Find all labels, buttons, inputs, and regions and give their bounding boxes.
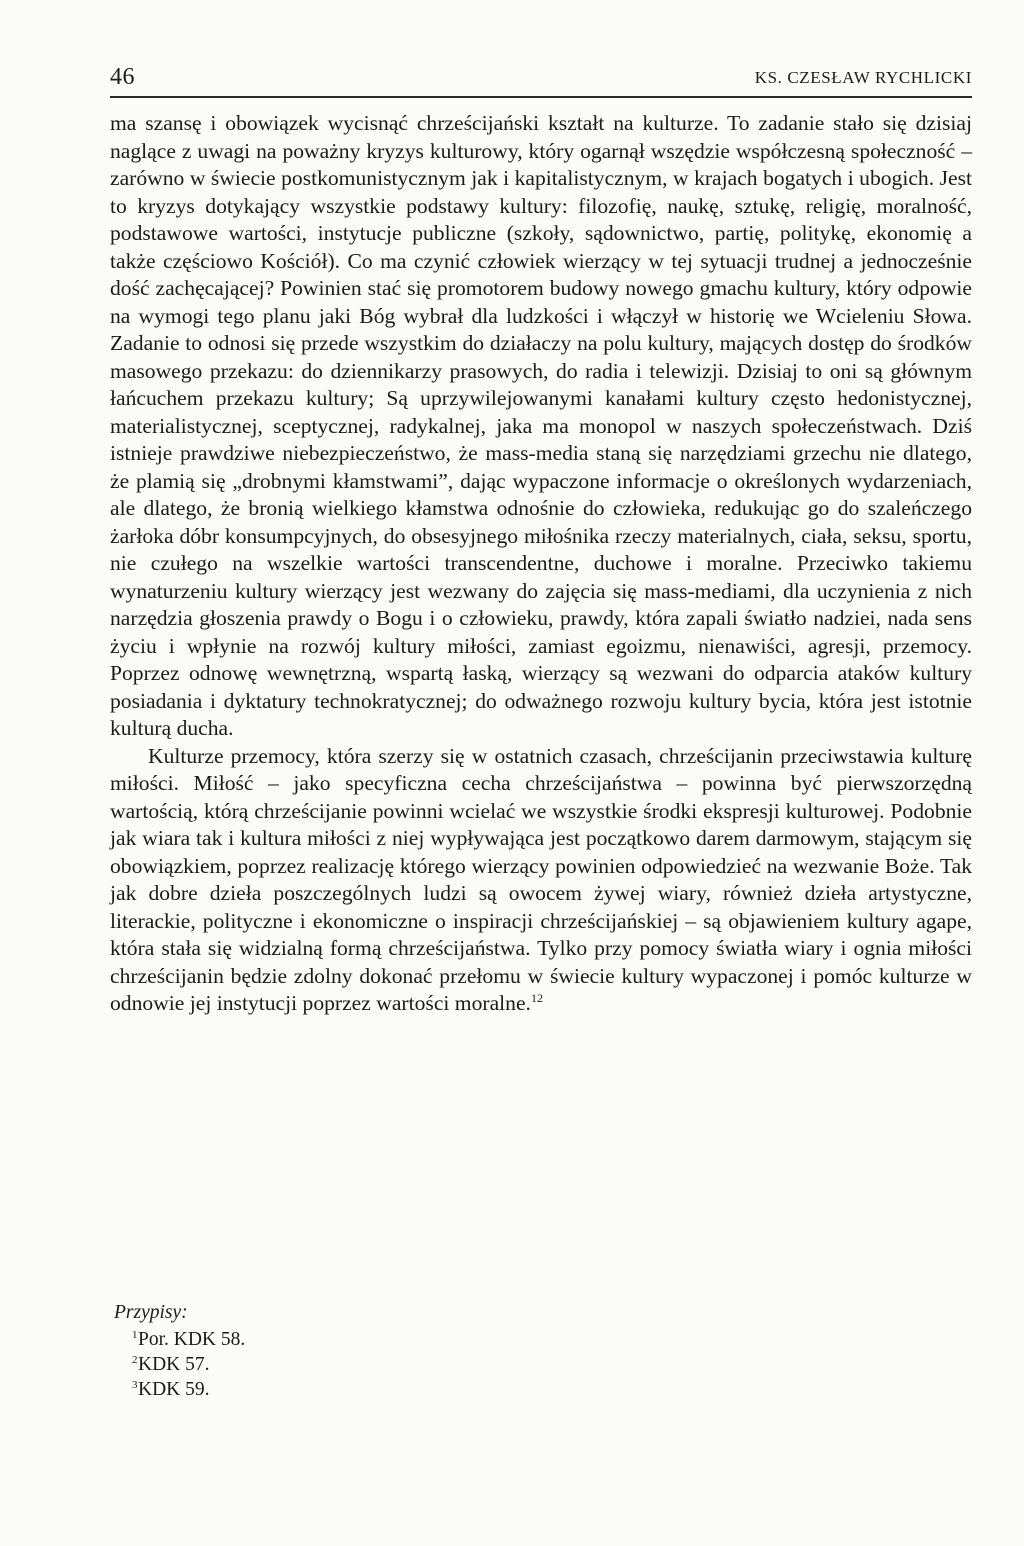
footnote-mark: 2 — [132, 1354, 138, 1366]
footnotes — [110, 1300, 610, 1402]
page-number: 46 — [110, 64, 135, 90]
page-header — [110, 62, 972, 98]
footnote-item — [110, 1352, 610, 1377]
paragraph: ma szansę i obowiązek wycisnąć chrześcijański kształt na kulturze. To zadanie stało się dzisiaj naglące z uwagi na poważny kryzys kulturowy, który ogarnął wszędzie współczesną społeczność – zarówno w świecie postkomunistycznym jak i kapitalistycznym, w krajach bogatych i ubogich. Jest to kryzys dotykający wszystkie podstawy kultury: filozofię, naukę, sztukę, religię, moralność, podstawowe wartości, instytucje publiczne (szkoły, sądownictwo, partię, politykę, ekonomię a także częściowo Kościół). Co ma czynić człowiek wierzący w tej sytuacji trudnej a jednocześnie dość zachęcającej? Powinien stać się promotorem budowy nowego gmachu kultury, który odpowie na wymogi tego planu jaki Bóg wybrał dla ludzkości i włączył w historię we Wcieleniu Słowa. Zadanie to odnosi się przede wszystkim do działaczy na polu kultury, mających dostęp do środków masowego przekazu: do dziennikarzy prasowych, do radia i telewizji. Dzisiaj to oni są głównym łańcuchem przekazu kultury; Są uprzywilejowanymi kanałami kultury często hedonistycznej, materialistycznej, sceptycznej, radykalnej, jaka ma monopol w naszych społeczeństwach. Dziś istnieje prawdziwe niebezpieczeństwo, że mass-media staną się narzędziami grzechu nie dlatego, że plamią się „drobnymi kłamstwami”, dając wypaczone informacje o określonych wydarzeniach, ale dlatego, że bronią wielkiego kłamstwa odnośnie do człowieka, redukując go do szaleńczego żarłoka dóbr konsumpcyjnych, do obsesyjnego miłośnika rzeczy materialnych, ciała, seksu, sportu, nie czułego na wszelkie wartości transcendentne, duchowe i moralne. Przeciwko takiemu wynaturzeniu kultury wierzący jest wezwany do zajęcia się mass-mediami, dla uczynienia z nich narzędzia głoszenia prawdy o Bogu i o człowieku, prawdy, która zapali światło nadziei, nada sens życiu i wpłynie na rozwój kultury miłości, zamiast egoizmu, nienawiści, agresji, przemocy. Poprzez odnowę wewnętrzną, wspartą łaską, wierzący są wezwani do odparcia ataków kultury posiadania i dyktatury technokratycznej; do odważnego rozwoju kultury bycia, która jest istotnie kulturą ducha. — [110, 111, 972, 740]
footnote-item — [110, 1327, 610, 1352]
body-text — [110, 110, 972, 1018]
footnote-mark: 1 — [132, 1329, 138, 1341]
footnote-text: Por. KDK 58. — [138, 1329, 246, 1350]
paragraph-text: Kulturze przemocy, która szerzy się w ostatnich czasach, chrześcijanin przeciwstawia kulturę miłości. Miłość – jako specyficzna cecha chrześcijaństwa – powinna być pierwszorzędną wartością, którą chrześcijanie powinni wcielać we wszystkie środki ekspresji kulturowej. Podobnie jak wiara tak i kultura miłości z niej wypływająca jest początkowo darem darmowym, stającym się obowiązkiem, poprzez realizację którego wierzący powinien odpowiedzieć na wezwanie Boże. Tak jak dobre dzieła poszczególnych ludzi są owocem żywej wiary, również dzieła artystyczne, literackie, polityczne i ekonomiczne o inspiracji chrześcijańskiej – są objawieniem kultury agape, która stała się widzialną formą chrześcijaństwa. Tylko przy pomocy światła wiary i ognia miłości chrześcijanin będzie zdolny dokonać przełomu w świecie kultury wypaczonej i pomóc kulturze w odnowie jej instytucji poprzez wartości moralne. — [110, 743, 972, 1015]
running-head-author: KS. CZESŁAW RYCHLICKI — [754, 68, 972, 87]
paragraph — [110, 743, 972, 1018]
footnotes-heading: Przypisy: — [114, 1302, 188, 1323]
footnote-mark: 3 — [132, 1379, 138, 1391]
footnote-reference: 12 — [530, 990, 543, 1005]
footnote-text: KDK 57. — [138, 1354, 210, 1375]
footnote-item — [110, 1377, 610, 1402]
footnote-text: KDK 59. — [138, 1379, 210, 1400]
